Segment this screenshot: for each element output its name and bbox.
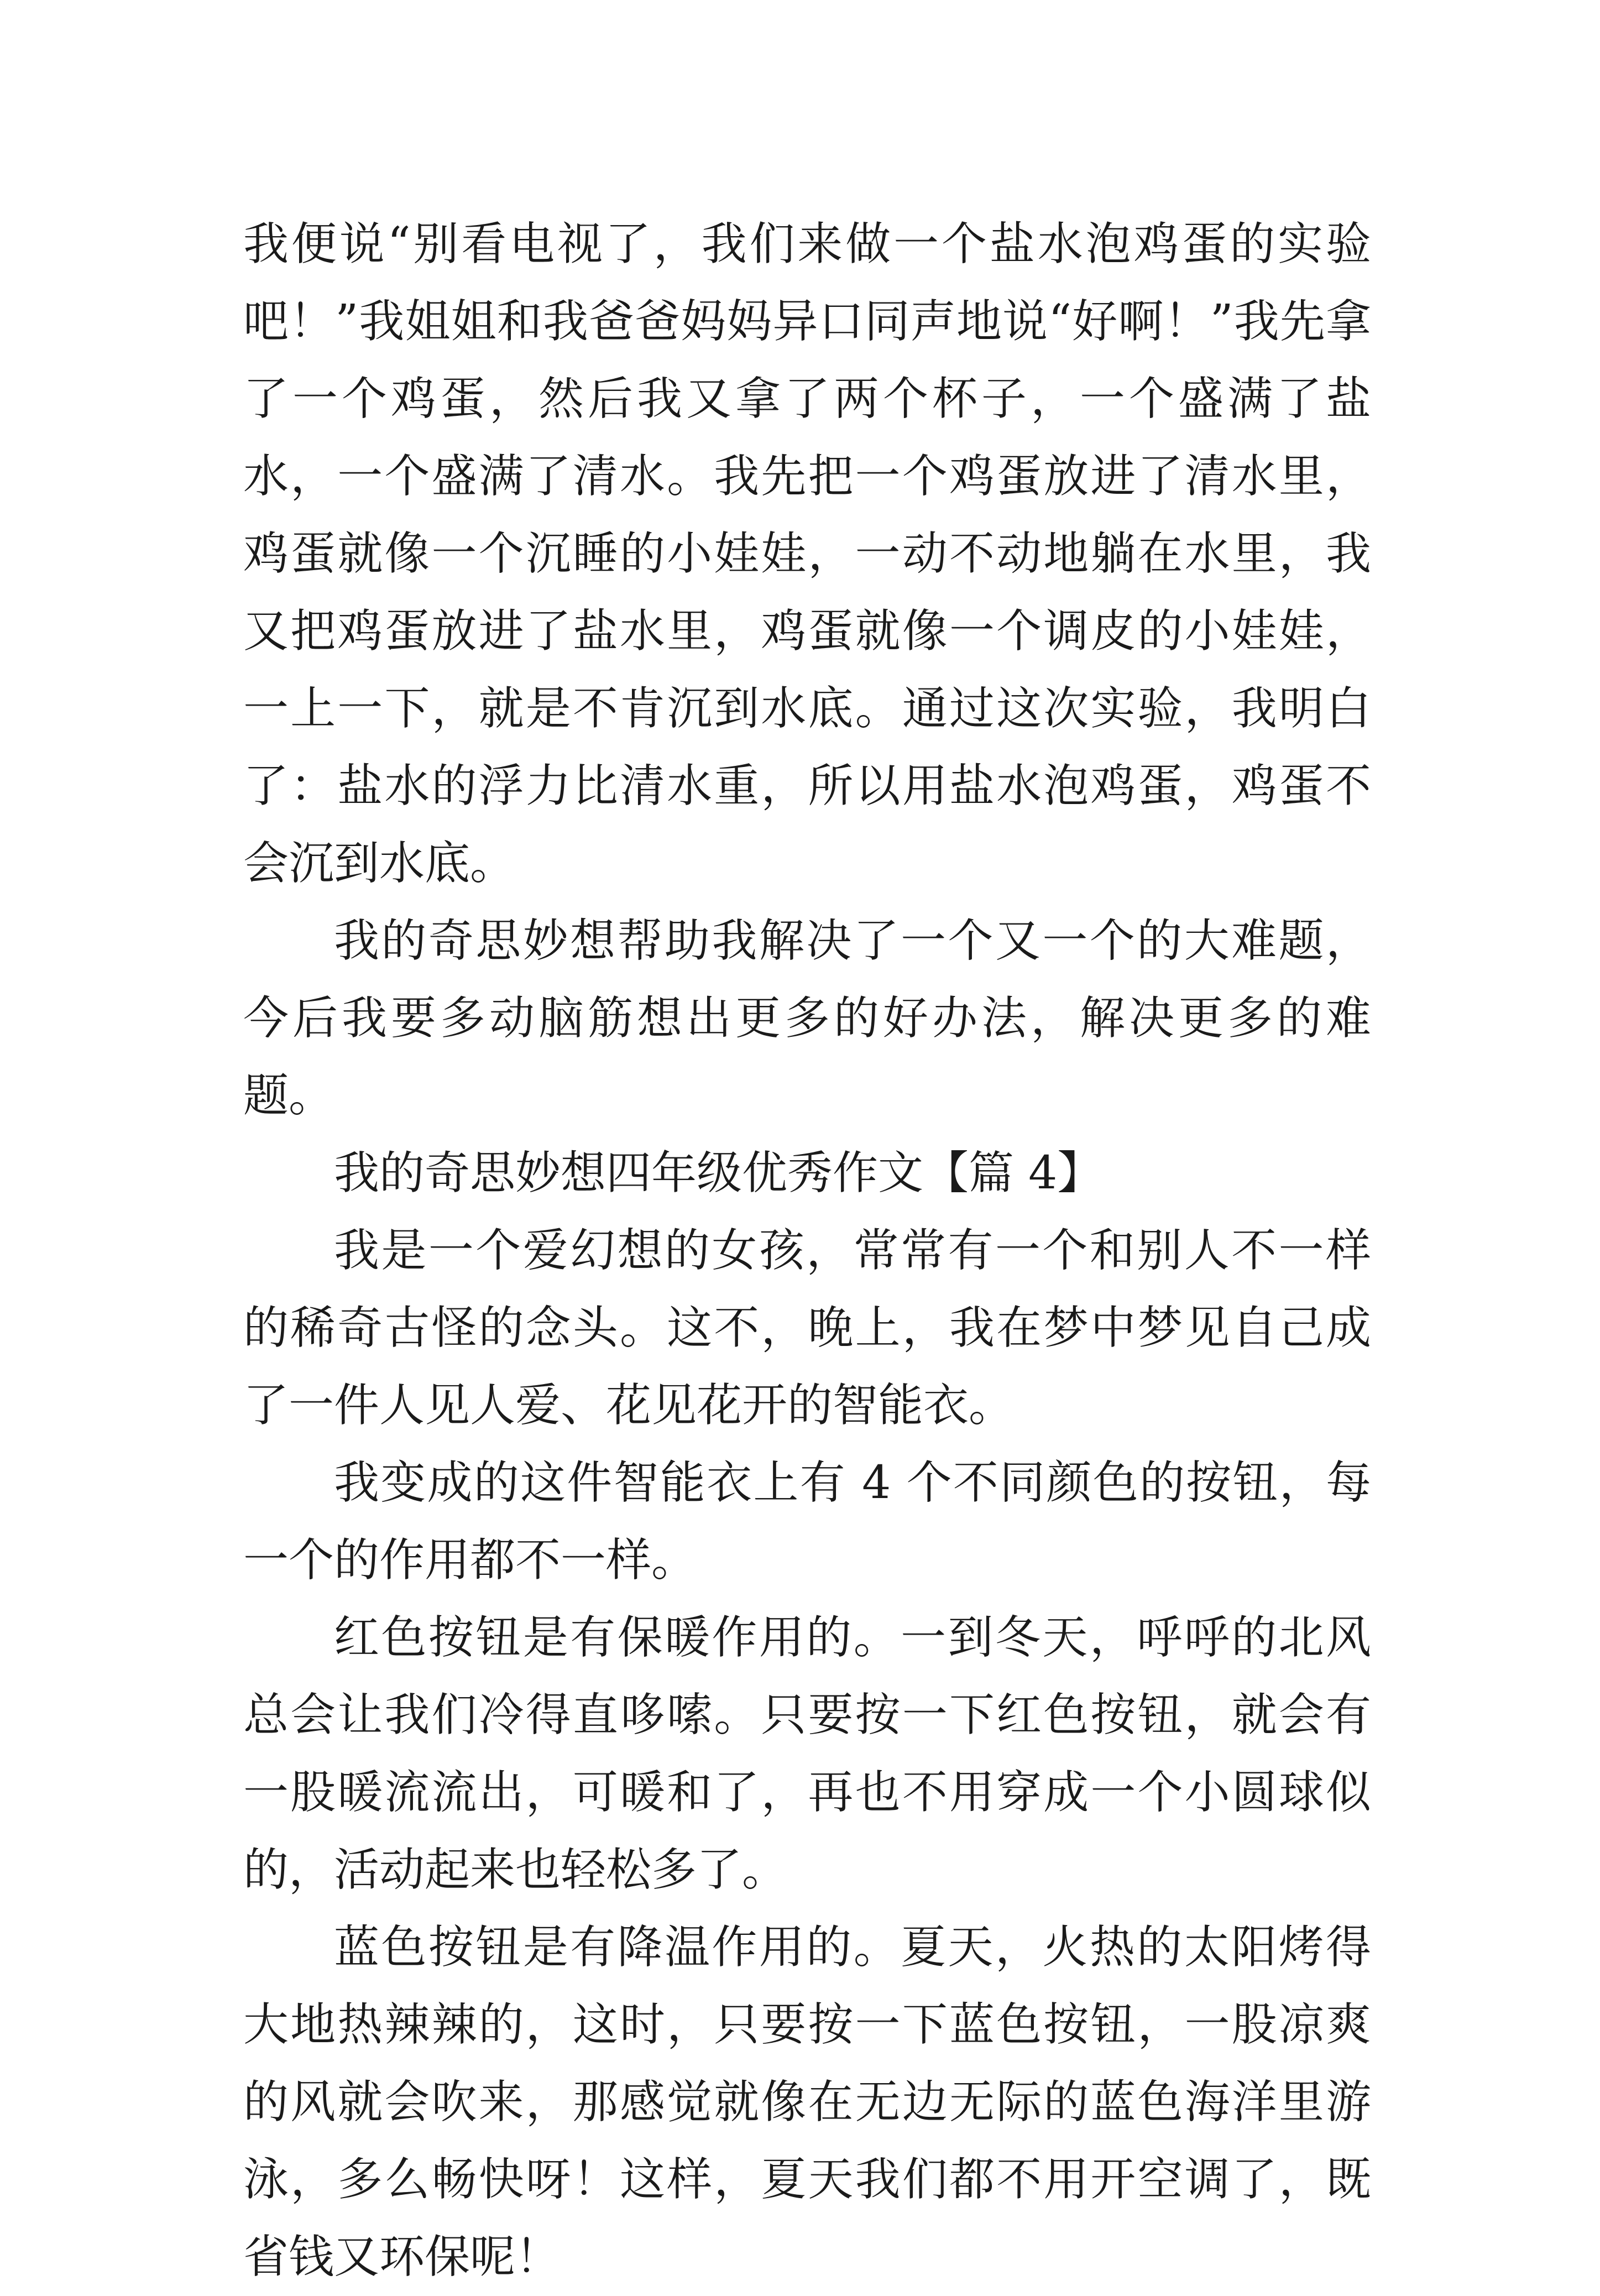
paragraph-intro: 我是一个爱幻想的女孩，常常有一个和别人不一样的稀奇古怪的念头。这不，晚上，我在梦中梦见自己成了一件人见人爱、花见花开的智能衣。 <box>243 1224 1371 1432</box>
paragraph-conclusion: 我的奇思妙想帮助我解决了一个又一个的大难题，今后我要多动脑筋想出更多的好办法，解决更多的难题。 <box>243 915 1371 1122</box>
paragraph-blue-button: 蓝色按钮是有降温作用的。夏天，火热的太阳烤得大地热辣辣的，这时，只要按一下蓝色按钮，一股凉爽的风就会吹来，那感觉就像在无边无际的蓝色海洋里游泳，多么畅快呀！这样，夏天我们都不用开空调了，既省钱又环保呢！ <box>243 1921 1371 2283</box>
paragraph-red-button: 红色按钮是有保暖作用的。一到冬天，呼呼的北风总会让我们冷得直哆嗦。只要按一下红色按钮，就会有一股暖流流出，可暖和了，再也不用穿成一个小圆球似的，活动起来也轻松多了。 <box>243 1611 1371 1896</box>
paragraph-buttons: 我变成的这件智能衣上有 4 个不同颜色的按钮，每一个的作用都不一样。 <box>243 1457 1371 1587</box>
paragraph-experiment: 我便说“别看电视了，我们来做一个盐水泡鸡蛋的实验吧！”我姐姐和我爸爸妈妈异口同声地说“好啊！”我先拿了一个鸡蛋，然后我又拿了两个杯子，一个盛满了盐水，一个盛满了清水。我先把一个鸡蛋放进了清水里，鸡蛋就像一个沉睡的小娃娃，一动不动地躺在水里，我又把鸡蛋放进了盐水里，鸡蛋就像一个调皮的小娃娃，一上一下，就是不肯沉到水底。通过这次实验，我明白了：盐水的浮力比清水重，所以用盐水泡鸡蛋，鸡蛋不会沉到水底。 <box>243 218 1371 890</box>
section-heading: 我的奇思妙想四年级优秀作文【篇 4】 <box>334 1147 1103 1199</box>
document-body <box>243 206 1371 2296</box>
